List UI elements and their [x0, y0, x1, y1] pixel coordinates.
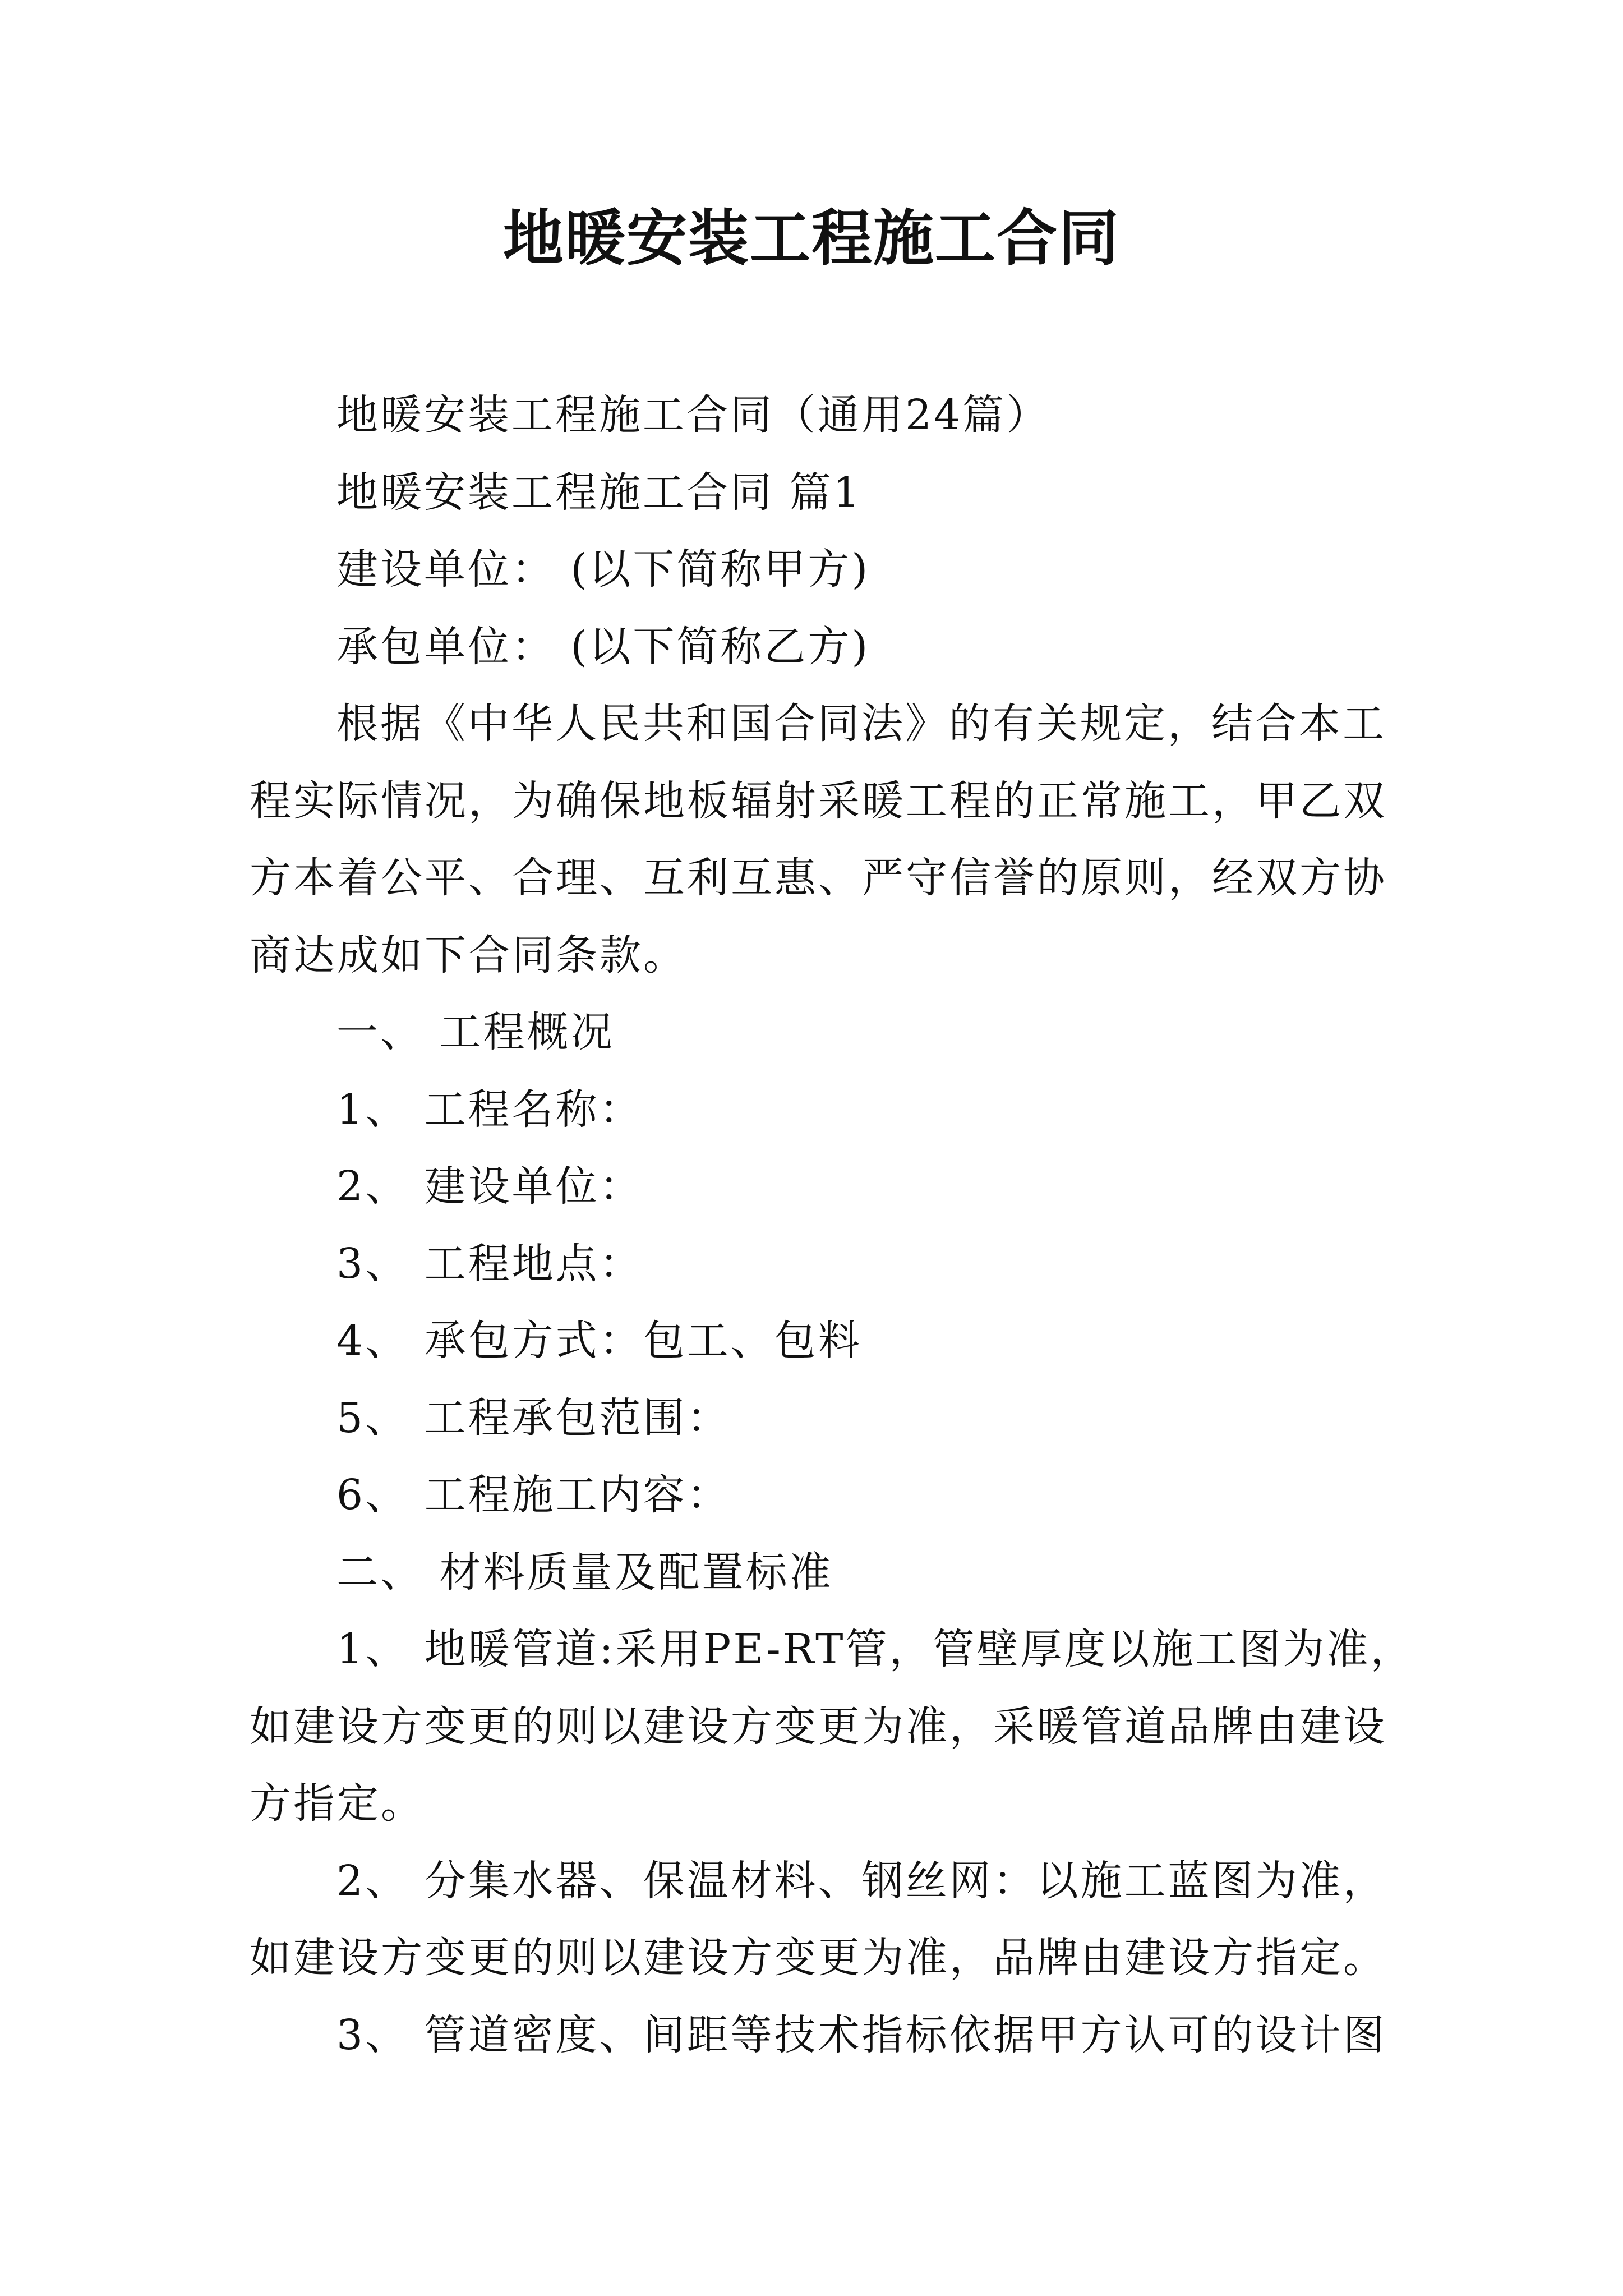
- list-item: 5、 工程承包范围：: [336, 1394, 731, 1442]
- paragraph-line: 如建设方变更的则以建设方变更为准，品牌由建设方指定。: [250, 1934, 1387, 1982]
- paragraph-line: 程实际情况，为确保地板辐射采暖工程的正常施工，甲乙双: [250, 777, 1387, 825]
- paragraph-line: 2、 分集水器、保温材料、钢丝网：以施工蓝图为准，: [336, 1857, 1387, 1905]
- list-item: 3、 工程地点：: [336, 1240, 643, 1288]
- list-item: 2、 建设单位：: [336, 1162, 643, 1211]
- paragraph-line: 根据《中华人民共和国合同法》的有关规定，结合本工: [336, 700, 1386, 748]
- paragraph-line: 3、 管道密度、间距等技术指标依据甲方认可的设计图: [336, 2011, 1387, 2059]
- list-item: 6、 工程施工内容：: [336, 1471, 731, 1519]
- section-heading-1: 地暖安装工程施工合同 篇1: [336, 468, 862, 517]
- document-title: 地暖安装工程施工合同: [502, 203, 1120, 274]
- list-item: 4、 承包方式：包工、包料: [336, 1317, 862, 1365]
- paragraph-line: 1、 地暖管道:采用PE-RT管，管壁厚度以施工图为准，: [336, 1625, 1414, 1673]
- subtitle-line: 地暖安装工程施工合同（通用24篇）: [336, 391, 1050, 439]
- paragraph-line: 方指定。: [250, 1779, 425, 1828]
- section-heading: 一、 工程概况: [336, 1008, 615, 1056]
- paragraph-line: 商达成如下合同条款。: [250, 931, 687, 979]
- list-item: 1、 工程名称：: [336, 1085, 643, 1134]
- paragraph-line: 如建设方变更的则以建设方变更为准，采暖管道品牌由建设: [250, 1703, 1387, 1751]
- section-heading: 二、 材料质量及配置标准: [336, 1548, 833, 1596]
- paragraph-line: 方本着公平、合理、互利互惠、严守信誉的原则，经双方协: [250, 854, 1387, 902]
- party-a-line: 建设单位： (以下简称甲方): [336, 545, 870, 593]
- party-b-line: 承包单位： (以下简称乙方): [336, 623, 870, 671]
